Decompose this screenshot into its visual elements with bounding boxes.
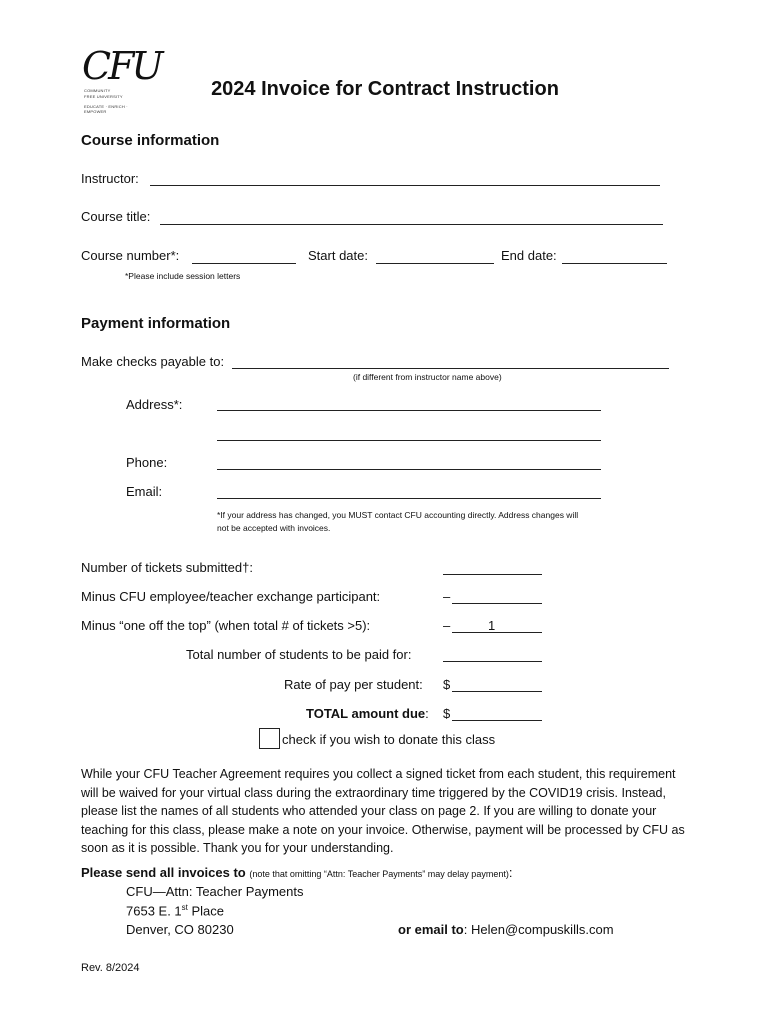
phone-label: Phone:	[126, 455, 168, 470]
address-field-2[interactable]	[217, 440, 601, 441]
minus-top-prefix: –	[443, 618, 451, 633]
minus-top-value: 1	[488, 618, 496, 633]
email-link[interactable]: Helen@compuskills.com	[471, 922, 614, 937]
address-note-line-1: *If your address has changed, you MUST contact CFU accounting directly. Address changes will	[217, 510, 579, 520]
address-line-3: Denver, CO 80230	[126, 922, 234, 937]
minus-top-label: Minus “one off the top” (when total # of tickets >5):	[81, 618, 371, 633]
instructions-paragraph: While your CFU Teacher Agreement requires you collect a signed ticket from each student, this requirement will be waived for your virtual class during the extraordinary time triggered by the COVID19 crisis. Instead, please list the names of all students who attended your class on page 2. If you are willing to donate your teaching for this class, please make a note on your invoice. Otherwise, payment will be processed by CFU as soon as it is possible. Thank you for your understanding.	[81, 767, 685, 855]
donate-checkbox[interactable]	[259, 728, 280, 749]
start-date-label: Start date:	[308, 248, 368, 263]
course-number-label: Course number*:	[81, 248, 180, 263]
course-title-field[interactable]	[160, 224, 663, 225]
total-students-field[interactable]	[443, 661, 542, 662]
page-title: 2024 Invoice for Contract Instruction	[211, 78, 559, 100]
address-label: Address*:	[126, 397, 183, 412]
instructor-field[interactable]	[150, 185, 660, 186]
payable-label: Make checks payable to:	[81, 354, 225, 369]
minus-employee-label: Minus CFU employee/teacher exchange participant:	[81, 589, 381, 604]
logo-sub-2: FREE UNIVERSITY	[84, 94, 123, 99]
tickets-submitted-label: Number of tickets submitted†:	[81, 560, 253, 575]
rate-label: Rate of pay per student:	[284, 677, 423, 692]
minus-employee-prefix: –	[443, 589, 451, 604]
logo-mark: CFU	[82, 44, 161, 88]
donate-label: check if you wish to donate this class	[282, 732, 496, 747]
total-prefix: $	[443, 706, 451, 721]
logo-sub-1: COMMUNITY	[84, 88, 111, 93]
total-due-colon: :	[425, 706, 429, 721]
send-note: (note that omitting “Attn: Teacher Payments” may delay payment)	[249, 869, 509, 879]
rate-field[interactable]	[452, 691, 542, 692]
logo-sub-3: EDUCATE · ENRICH · EMPOWER	[84, 104, 128, 114]
course-number-field[interactable]	[192, 263, 296, 264]
end-date-label: End date:	[501, 248, 557, 263]
payment-heading: Payment information	[81, 315, 231, 332]
instructor-label: Instructor:	[81, 171, 139, 186]
end-date-field[interactable]	[562, 263, 667, 264]
course-title-label: Course title:	[81, 209, 151, 224]
session-note: *Please include session letters	[125, 271, 241, 281]
phone-field[interactable]	[217, 469, 601, 470]
send-label: Please send all invoices to	[81, 865, 246, 880]
send-heading	[81, 865, 512, 880]
address-field-1[interactable]	[217, 410, 601, 411]
payable-field[interactable]	[232, 368, 669, 369]
rate-prefix: $	[443, 677, 451, 692]
tickets-submitted-field[interactable]	[443, 574, 542, 575]
course-heading: Course information	[81, 132, 220, 149]
address-note-line-2: not be accepted with invoices.	[217, 523, 331, 533]
total-due-label-wrap	[306, 706, 429, 721]
total-students-label: Total number of students to be paid for:	[186, 647, 412, 662]
minus-employee-field[interactable]	[452, 603, 542, 604]
revision-note: Rev. 8/2024	[81, 962, 140, 974]
total-due-label: TOTAL amount due	[306, 706, 426, 721]
send-colon: :	[508, 865, 513, 880]
email-to-label: or email to	[398, 922, 464, 937]
payable-note: (if different from instructor name above)	[353, 372, 502, 382]
total-due-field[interactable]	[452, 720, 542, 721]
email-field[interactable]	[217, 498, 601, 499]
email-instructions: or email to: Helen@compuskills.com	[398, 922, 614, 937]
email-label: Email:	[126, 484, 163, 499]
address-line-2: 7653 E. 1st Place	[126, 903, 225, 919]
minus-top-field[interactable]	[452, 632, 542, 633]
start-date-field[interactable]	[376, 263, 494, 264]
address-line-1: CFU—Attn: Teacher Payments	[126, 884, 304, 899]
